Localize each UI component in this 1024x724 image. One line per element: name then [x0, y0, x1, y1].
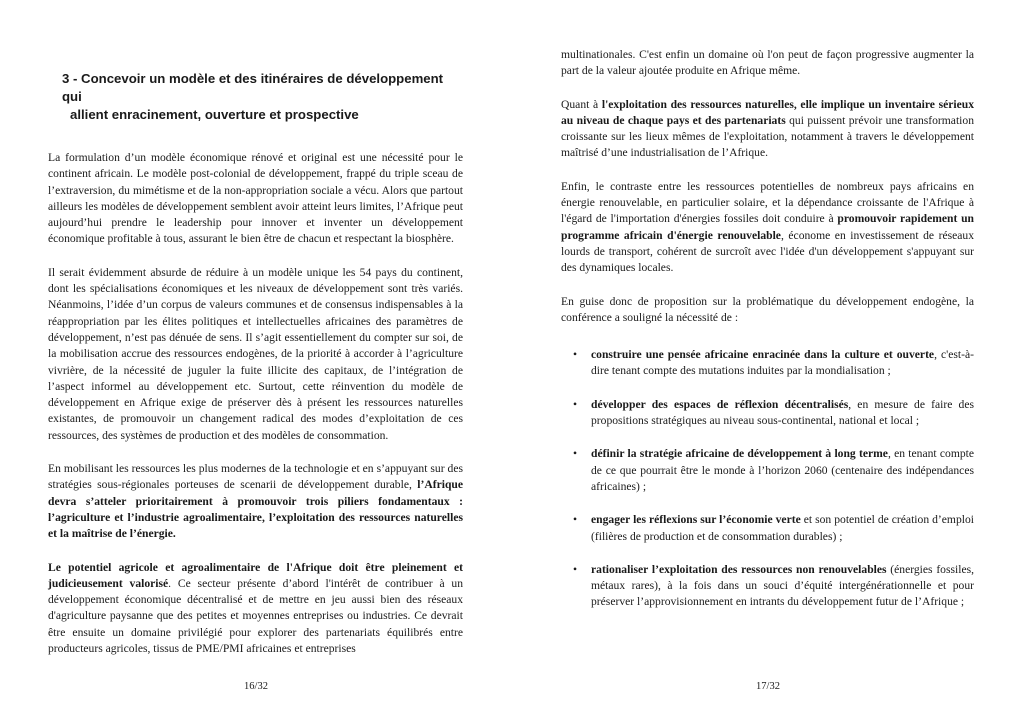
list-item	[561, 397, 974, 430]
bold-text-run: construire une pensée africaine enracinée dans la culture et ouverte	[591, 348, 935, 362]
bullet-icon: •	[573, 447, 578, 461]
text-run: , c'est-à-dire tenant compte des mutations induites par la mondialisation ;	[591, 348, 974, 378]
text-run: qui puissent prévoir une transformation croissante sur les lieux mêmes de l'exploitation, notamment à travers le développement maîtrisé d’une industrialisation de l’Afrique.	[561, 113, 974, 160]
bullet-icon: •	[573, 562, 578, 576]
bold-text-run: l’Afrique devra s’atteler prioritairement à promouvoir trois piliers fondamentaux : l’agriculture et l’industrie agroalimentaire, l’exploitation des ressources naturelles et la maîtrise de l’énergie.	[48, 478, 463, 541]
paragraph: La formulation d’un modèle économique rénové et original est une nécessité pour le continent africain. Le modèle post-colonial de développement, frappé du triple sceau de l’extraversion, du mimétisme et de la non-appropriation sociale a vécu. Alors que partout ailleurs les modèles de développement semblent avoir atteint leurs limites, l’Afrique peut aujourd’hui prendre le leadership pour innover et inventer un développement économique profitable à tous, assurant le bien être de chacun et respectant la biosphère.	[48, 151, 463, 246]
text-run: , économe en investissement de réseaux lourds de transport, cohérent de surcroît avec l'idée d'un développement s'appuyant sur des dynamiques locales.	[561, 228, 975, 275]
text-run: En mobilisant les ressources les plus modernes de la technologie et en s’appuyant sur des stratégies sous-régionales porteuses de scenarii de développement durable,	[48, 462, 463, 492]
page-number: 17/32	[756, 681, 780, 692]
list-item	[561, 562, 974, 611]
text-run: , en tenant compte de ce que pourrait être le monde à l’horizon 2060 (centenaire des indépendances africaines) ;	[591, 447, 974, 493]
bullet-icon: •	[573, 513, 578, 527]
paragraph	[48, 560, 463, 658]
paragraph	[561, 97, 974, 162]
paragraph	[561, 179, 974, 277]
list-item	[561, 347, 974, 380]
paragraph	[48, 461, 463, 542]
right-page-body	[561, 47, 974, 628]
text-run: Quant à	[561, 97, 602, 111]
bold-text-run: développer des espaces de réflexion décentralisés	[591, 397, 849, 411]
section-heading-line1: 3 - Concevoir un modèle et des itinéraires de développement qui	[62, 71, 444, 104]
bold-text-run: définir la stratégie africaine de développement à long terme	[591, 447, 888, 461]
list-item	[561, 512, 974, 545]
paragraph: Il serait évidemment absurde de réduire à un modèle unique les 54 pays du continent, dont les spécialisations économiques et les niveaux de développement sont très variés. Néanmoins, l’idée d’un corpus de valeurs communes et de consensus indispensables à la réappropriation par les élites politiques et intellectuelles africaines des paramètres de développement, n’est pas dénuée de sens. Il s’agit essentiellement du compter sur soi, de la mobilisation accrue des ressources endogènes, de la priorité à accorder à l’agriculture vivrière, de la nécessité de juguler la fuite illicite des capitaux, de l’intégration de l’aspect informel au développement etc. Surtout, cette réinvention du modèle de développement en Afrique exige de préserver dès à présent les ressources naturelles existantes, de promouvoir un changement radical des modes d’exploitation de ces ressources, des systèmes de production et des modèles de consommation.	[48, 265, 463, 442]
text-run: . Ce secteur présente d’abord l'intérêt de contribuer à un développement économique décentralisé et de mettre en jeu aussi bien des réseaux d'agriculture paysanne que des petites et moyennes entreprises ou industries. Ce devrait être ensuite un domaine privilégié pour explorer des partenariats équilibrés entre producteurs agricoles, tissus de PME/PMI africaines et entreprises	[48, 576, 463, 656]
section-heading	[48, 70, 463, 124]
bold-text-run: promouvoir rapidement un programme africain d'énergie renouvelable	[561, 212, 974, 242]
proposal-list	[561, 347, 974, 611]
list-item	[561, 446, 974, 495]
bold-text-run: Le potentiel agricole et agroalimentaire de l'Afrique doit être pleinement et judicieusement valorisé	[48, 560, 463, 590]
section-heading-line2: allient enracinement, ouverture et prospective	[70, 107, 359, 122]
paragraph: multinationales. C'est enfin un domaine où l'on peut de façon progressive augmenter la part de la valeur ajoutée produite en Afrique même.	[561, 48, 974, 78]
page-number: 16/32	[244, 681, 268, 692]
right-page	[512, 0, 1024, 724]
bold-text-run: l'exploitation des ressources naturelles, elle implique un inventaire sérieux au niveau de chaque pays et des partenariats	[561, 97, 975, 127]
bullet-icon: •	[573, 348, 578, 362]
text-run: Enfin, le contraste entre les ressources potentielles de nombreux pays africains en énergie renouvelable, en particulier solaire, et la dépendance croissante de l'Afrique à l'égard de l'importation d'énergies fossiles doit conduire à	[561, 179, 974, 226]
left-page-body	[48, 70, 463, 657]
text-run: (énergies fossiles, métaux rares), à la fois dans un souci d’équité intergénérationnelle et pour préserver l’approvisionnement en intrants du développement futur de l’Afrique ;	[591, 562, 974, 609]
bullet-icon: •	[573, 397, 578, 411]
text-run: et son potentiel de création d’emploi (filières de production et de consommation durables) ;	[591, 513, 974, 543]
bold-text-run: rationaliser l’exploitation des ressources non renouvelables	[591, 562, 887, 576]
paragraph: En guise donc de proposition sur la problématique du développement endogène, la conférence a souligné la nécessité de :	[561, 294, 974, 324]
bold-text-run: engager les réflexions sur l’économie verte	[591, 513, 801, 527]
text-run: , en mesure de faire des propositions stratégiques au niveau sous-continental, national et local ;	[591, 397, 974, 428]
